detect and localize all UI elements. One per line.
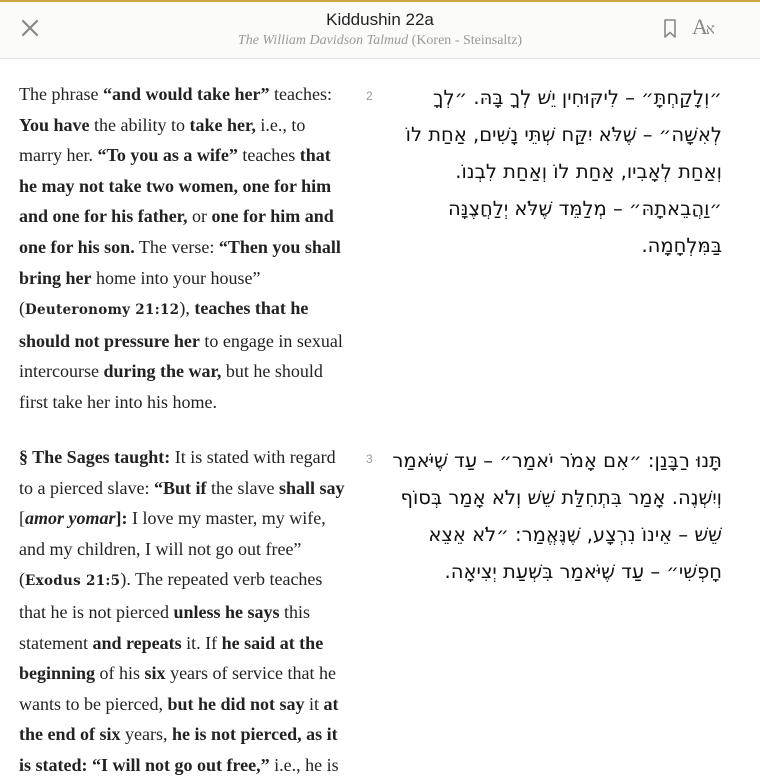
hebrew-line: ״וְלָקַחְתָּ״ – לִיקּוּחִין יֵשׁ לְךָ בָּהּ. ״לְךָ: [433, 86, 722, 109]
source-citation[interactable]: Deuteronomy 21:12: [25, 302, 180, 319]
english-text-run: it. If: [181, 632, 222, 653]
english-text-run: I love my master, my wife, and my children, I will not go out free” (: [19, 508, 326, 590]
english-text-run: and repeats: [92, 632, 182, 653]
english-text-run: teaches:: [269, 84, 332, 104]
english-text-run: he is not pierced, as it is stated: “I will not go out free,”: [19, 724, 338, 775]
english-text-run: that he may not take two women, one for him and one for his father,: [19, 145, 332, 227]
english-text-run: the slave: [206, 477, 279, 498]
english-text-run: at the end of six: [19, 693, 339, 745]
english-text-run: “But if: [153, 477, 207, 498]
english-text-run: The phrase: [19, 84, 103, 104]
english-text-run: or: [187, 206, 212, 227]
close-button[interactable]: [16, 14, 44, 42]
bookmark-button[interactable]: [662, 18, 678, 40]
english-text-run: ),: [179, 298, 195, 319]
font-size-label-latin: A: [692, 14, 708, 39]
segment-hebrew: [392, 79, 722, 264]
segment-number: 3: [366, 452, 373, 466]
text-content: [0, 58, 760, 780]
font-size-button[interactable]: [692, 14, 715, 42]
close-icon: [16, 14, 44, 42]
english-text-run: ). The repeated verb teaches that he is not pierced: [19, 569, 323, 622]
hebrew-line: תָּנוּ רַבָּנַן: ״אִם אָמֹר יֹאמַר״ – עַד שֶׁיֹּאמַר: [392, 449, 722, 472]
hebrew-line: חָפְשִׁי״ – עַד שֶׁיֹּאמַר בִּשְׁעַת יְצִיאָה.: [444, 560, 722, 583]
font-size-label-hebrew: א: [705, 22, 715, 38]
segment-english: [19, 442, 351, 780]
reader-header: [0, 2, 760, 59]
english-text-run: home into your house” (: [19, 267, 261, 319]
english-text-run: “To you as a wife”: [97, 145, 238, 166]
english-text-run: It is stated with regard to a pierced slave:: [19, 447, 336, 498]
english-text-run: [: [19, 508, 25, 529]
version-book-title: The William Davidson Talmud: [237, 33, 409, 48]
english-text-run: teaches: [237, 145, 300, 166]
source-citation[interactable]: Exodus 21:5: [25, 573, 121, 590]
english-text-run: You have: [19, 114, 90, 135]
hebrew-line: וְיִשְׁנֶה. אָמַר בִּתְחִלַּת שֵׁשׁ וְלֹא אָמַר בְּסוֹף: [400, 486, 722, 509]
title-block: [150, 10, 610, 50]
english-text-run: of his: [95, 663, 145, 684]
english-text-run: i.e., to marry her.: [19, 114, 306, 166]
segment-number: 2: [366, 89, 373, 103]
english-text-run: one for him and one for his son.: [19, 206, 334, 257]
english-text-run: the ability to: [89, 114, 190, 135]
version-edition: (Koren - Steinsaltz): [408, 33, 523, 48]
hebrew-line: וְאַחַת לְאָבִיו, אַחַת לוֹ וְאַחַת לִבְנוֹ.: [455, 160, 722, 183]
english-text-run: this statement: [19, 601, 310, 653]
bookmark-icon: [662, 18, 678, 40]
hebrew-line: ״וַהֲבֵאתָהּ״ – מְלַמֵּד שֶׁלֹּא יְלַחֲצֶנָּה: [447, 197, 722, 220]
english-text-run: teaches that he should not pressure her: [19, 298, 309, 351]
english-text-run: six: [144, 663, 166, 684]
segment-hebrew: [392, 442, 722, 590]
hebrew-line: לְאִשָּׁה״ – שֶׁלֹּא יִקַּח שְׁתֵּי נָשִׁים, אַחַת לוֹ: [405, 123, 722, 146]
english-text-run: amor yomar: [25, 508, 116, 529]
english-text-run: but he did not say: [167, 693, 305, 714]
hebrew-line: שֵׁשׁ – אֵינוֹ נִרְצָע, שֶׁנֶּאֱמַר: ״לֹא אֵצֵא: [428, 523, 722, 546]
english-text-run: “Then you shall bring her: [19, 236, 341, 288]
hebrew-line: בַּמִּלְחָמָה.: [641, 234, 722, 257]
english-text-run: years of service that he wants to be pierced,: [19, 663, 336, 714]
english-text-run: ]:: [115, 508, 128, 529]
english-text-run: take her,: [189, 114, 256, 135]
english-text-run: shall say: [278, 477, 345, 498]
english-text-run: during the war,: [103, 361, 222, 382]
english-text-run: but he should first take her into his home.: [19, 361, 323, 412]
english-text-run: it: [304, 693, 324, 714]
english-text-run: “and would take her”: [102, 84, 270, 104]
english-text-run: § The Sages taught:: [19, 447, 171, 467]
english-text-run: i.e., he is: [269, 754, 339, 775]
english-text-run: he said at the beginning: [19, 632, 324, 684]
english-text-run: unless he says: [173, 601, 280, 622]
segment-english: [19, 79, 351, 418]
version-subtitle[interactable]: [150, 32, 610, 50]
english-text-run: to engage in sexual intercourse: [19, 330, 343, 382]
english-text-run: The verse:: [134, 236, 219, 257]
english-text-run: years,: [120, 724, 172, 745]
page-title[interactable]: Kiddushin 22a: [326, 10, 434, 29]
